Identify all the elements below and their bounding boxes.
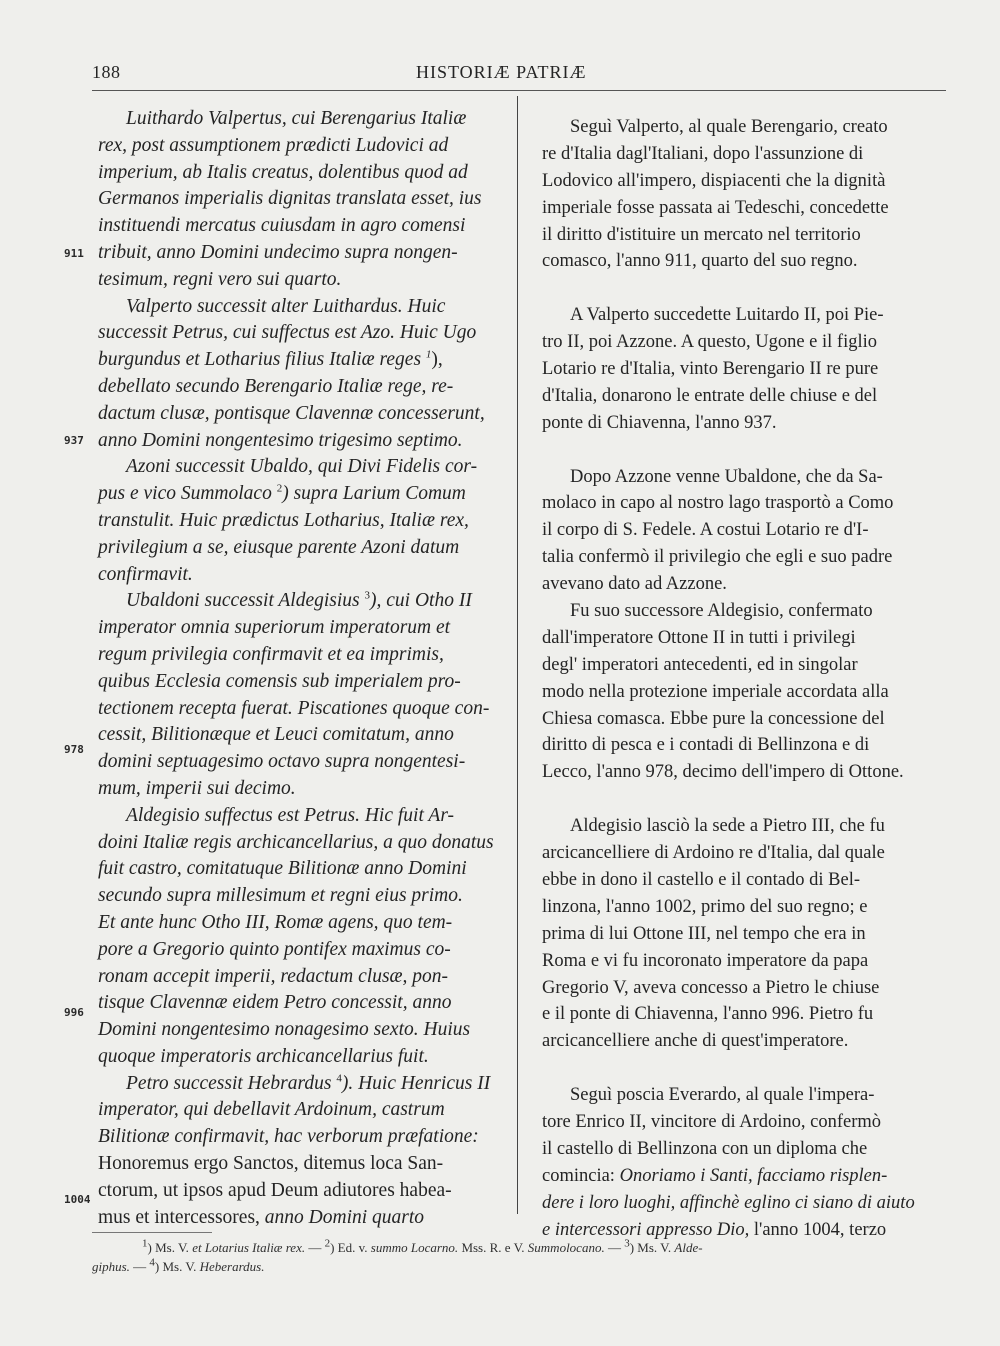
latin-line	[98, 1205, 498, 1232]
header-rule	[92, 90, 946, 91]
footnote-variant: summo Locarno.	[370, 1240, 459, 1255]
italian-line: Lodovico all'impero, dispiacenti che la dignità	[542, 170, 886, 191]
italian-line: arcicancelliere di Ardoino re d'Italia, dal quale	[542, 843, 885, 864]
latin-line: imperator, qui debellavit Ardoinum, castrum	[98, 1099, 445, 1121]
italian-line: Lotario re d'Italia, vinto Berengario II re pure	[542, 359, 879, 380]
latin-line-tail: ), cui Otho II	[370, 590, 472, 612]
italian-line: Gregorio V, aveva concesso a Pietro le chiuse	[542, 977, 880, 998]
paragraph-gap	[542, 786, 952, 813]
footnote-separator: —	[129, 1259, 150, 1274]
latin-line: transtulit. Huic prædictus Lotharius, Italiæ rex,	[98, 509, 469, 531]
latin-line: Aldegisio suffectus est Petrus. Hic fuit Ar-	[126, 804, 455, 826]
italian-line: dall'imperatore Ottone II in tutti i privilegi	[542, 627, 856, 648]
italian-line: imperiale fosse passata ai Tedeschi, concedette	[542, 197, 889, 218]
italian-line	[542, 1190, 952, 1217]
italian-line: degl' imperatori antecedenti, ed in singolar	[542, 654, 858, 675]
latin-line: Luithardo Valpertus, cui Berengarius Italiæ	[126, 108, 467, 129]
latin-line-text: pus e vico Summolaco	[98, 483, 277, 505]
italian-line: re d'Italia dagl'Italiani, dopo l'assunzione di	[542, 143, 864, 164]
latin-line: pore a Gregorio quinto pontifex maximus co-	[98, 938, 451, 960]
running-head	[0, 58, 1000, 88]
margin-year: 978	[64, 743, 84, 756]
latin-line	[98, 347, 498, 374]
footnote-variant: et Lotarius Italiæ rex.	[192, 1240, 306, 1255]
footnote-separator: —	[305, 1240, 325, 1255]
italian-line-tail: l'anno 1004, terzo	[749, 1219, 887, 1240]
italian-line: Roma e vi fu incoronato imperatore da papa	[542, 950, 869, 971]
italian-line: A Valperto succedette Luitardo II, poi Pie-	[570, 305, 884, 326]
italian-line: d'Italia, donarono le entrate delle chiuse e del	[542, 385, 878, 406]
italian-line: ebbe in dono il castello e il contado di Bel-	[542, 869, 861, 890]
footnote-mark: 2	[276, 482, 283, 495]
latin-line: dactum clusæ, pontisque Clavennæ concesserunt,	[98, 402, 485, 424]
latin-line: fuit castro, comitatuque Bilitionæ anno Domini	[98, 858, 467, 880]
latin-line: rex, post assumptionem prædicti Ludovici ad	[98, 134, 449, 156]
italian-line: arcicancelliere anche di quest'imperatore.	[542, 1031, 849, 1052]
italian-line: Dopo Azzone venne Ubaldone, che da Sa-	[570, 466, 883, 487]
italian-line: il corpo di S. Fedele. A costui Lotario re d'I-	[542, 520, 869, 541]
quoted-incipit: e intercessori appresso Dio,	[542, 1219, 750, 1240]
latin-line: Germanos imperialis dignitas translata esset, ius	[98, 188, 482, 210]
italian-line: ponte di Chiavenna, l'anno 937.	[542, 412, 777, 433]
footnote-mark: 3	[364, 589, 371, 602]
latin-line-text: mus et intercessores,	[98, 1206, 265, 1228]
latin-line-text: Petro successit Hebrardus	[126, 1072, 337, 1094]
latin-line: anno Domini nongentesimo trigesimo septimo.	[98, 429, 463, 451]
italian-line: molaco in capo al nostro lago trasportò a Como	[542, 493, 894, 514]
latin-line: secundo supra millesimum et regni eius primo.	[98, 885, 463, 907]
italian-line: il diritto d'istituire un mercato nel territorio	[542, 224, 861, 245]
latin-line	[98, 588, 498, 615]
latin-line: regum privilegia confirmavit et ea imprimis,	[98, 643, 444, 665]
latin-line: tribuit, anno Domini undecimo supra nongen-	[98, 241, 458, 263]
latin-line: domini septuagesimo octavo supra nongentesi-	[98, 751, 466, 773]
footnote-text: ) Ed. v.	[330, 1240, 371, 1255]
footnote-rule	[92, 1232, 212, 1233]
footnote-mark: 1	[142, 1237, 148, 1250]
italian-line: prima di lui Ottone III, nel tempo che era in	[542, 923, 866, 944]
italian-line: talia confermò il privilegio che egli e suo padre	[542, 547, 893, 568]
footnote-text: ) Ms. V.	[147, 1240, 193, 1255]
footnote-separator: —	[604, 1240, 625, 1255]
latin-line	[98, 1071, 498, 1098]
margin-year: 1004	[64, 1193, 91, 1206]
latin-line: Domini nongentesimo nonagesimo sexto. Huius	[98, 1019, 471, 1041]
latin-line: instituendi mercatus cuiusdam in agro comensi	[98, 215, 466, 237]
latin-line-text: burgundus et Lotharius filius Italiæ reges	[98, 349, 426, 371]
footnote-variant: Heberardus.	[199, 1259, 265, 1274]
italian-line: comasco, l'anno 911, quarto del suo regno.	[542, 251, 858, 272]
latin-line-tail: ),	[431, 349, 443, 371]
italian-line: e il ponte di Chiavenna, l'anno 996. Pietro fu	[542, 1004, 874, 1025]
latin-line: successit Petrus, cui suffectus est Azo. Huic Ugo	[98, 322, 477, 344]
footnote-mark: 2	[324, 1237, 331, 1250]
italian-line: diritto di pesca e i contadi di Bellinzona e di	[542, 735, 870, 756]
paragraph-gap	[542, 437, 952, 464]
latin-line: ctorum, ut ipsos apud Deum adiutores habea-	[98, 1179, 452, 1201]
latin-line-text: Ubaldoni successit Aldegisius	[126, 590, 365, 612]
margin-year: 937	[64, 434, 84, 447]
italian-line-text: comincia:	[542, 1165, 620, 1186]
paragraph-gap	[542, 275, 952, 302]
footnote-mark: 4	[336, 1072, 342, 1085]
latin-line-tail: anno Domini quarto	[264, 1206, 425, 1228]
paragraph-gap	[542, 1055, 952, 1082]
italian-line: Aldegisio lasciò la sede a Pietro III, che fu	[570, 816, 885, 837]
quoted-incipit: dere i loro luoghi, affinchè eglino ci siano di aiuto	[542, 1192, 915, 1213]
column-divider	[517, 96, 518, 1214]
latin-line: Bilitionæ confirmavit, hac verborum præfatione:	[98, 1126, 479, 1148]
latin-line: quoque imperatoris archicancellarius fuit.	[98, 1045, 429, 1067]
latin-line: privilegium a se, eiusque parente Azoni datum	[98, 536, 460, 558]
latin-line: mum, imperii sui decimo.	[98, 777, 296, 799]
latin-line: ronam accepit imperii, redactum clusæ, pon-	[98, 965, 449, 987]
italian-line: avevano dato ad Azzone.	[542, 574, 727, 595]
latin-line: Et ante hunc Otho III, Romæ agens, quo tem-	[98, 911, 453, 933]
footnote-text: ) Ms. V.	[629, 1240, 675, 1255]
margin-year: 996	[64, 1006, 84, 1019]
footnote-text: ) Ms. V.	[154, 1259, 200, 1274]
latin-line: confirmavit.	[98, 563, 193, 585]
italian-line: Lecco, l'anno 978, decimo dell'impero di Ottone.	[542, 762, 904, 783]
latin-line: imperator omnia superiorum imperatorum et	[98, 617, 451, 639]
footnote-mark: 3	[624, 1237, 630, 1250]
footnote-variant: Summolocano.	[527, 1240, 605, 1255]
latin-line: Azoni successit Ubaldo, qui Divi Fidelis cor-	[126, 456, 478, 478]
latin-line: debellato secundo Berengario Italiæ rege, re-	[98, 375, 454, 397]
latin-line: tesimum, regni vero sui quarto.	[98, 268, 342, 290]
footnote-variant: Alde-	[674, 1240, 703, 1255]
italian-line: tore Enrico II, vincitore di Ardoino, confermò	[542, 1111, 882, 1132]
latin-line: imperium, ab Italis creatus, dolentibus quod ad	[98, 161, 468, 183]
footnote-variant: giphus.	[92, 1259, 130, 1274]
latin-line: tectionem recepta fuerat. Piscationes quoque con-	[98, 697, 490, 719]
latin-line: tisque Clavennæ eidem Petro concessit, anno	[98, 992, 452, 1014]
footnotes	[92, 1238, 952, 1276]
italian-line: il castello di Bellinzona con un diploma che	[542, 1138, 868, 1159]
latin-line: cessit, Bilitionæque et Leuci comitatum, anno	[98, 724, 454, 746]
latin-line: Valperto successit alter Luithardus. Huic	[126, 295, 446, 317]
footnote-mark: 4	[149, 1256, 155, 1269]
italian-line: tro II, poi Azzone. A questo, Ugone e il figlio	[542, 332, 877, 353]
italian-line: linzona, l'anno 1002, primo del suo regno; e	[542, 896, 868, 917]
italian-line: Seguì poscia Everardo, al quale l'impera-	[570, 1085, 875, 1106]
italian-column	[542, 114, 952, 1243]
page-number: 188	[92, 62, 121, 82]
running-title: HISTORIÆ PATRIÆ	[416, 62, 587, 82]
latin-line: quibus Ecclesia comensis sub imperialem pro-	[98, 670, 461, 692]
italian-line: Fu suo successore Aldegisio, confermato	[570, 601, 873, 622]
footnote-mark: 1	[425, 348, 432, 361]
latin-line: doini Italiæ regis archicancellarius, a quo donatus	[98, 831, 494, 853]
italian-line: modo nella protezione imperiale accordata alla	[542, 681, 889, 702]
latin-line-tail: ). Huic Henricus II	[341, 1072, 491, 1094]
latin-line	[98, 481, 498, 508]
footnote-line	[92, 1238, 952, 1257]
italian-line: Chiesa comasca. Ebbe pure la concessione del	[542, 708, 885, 729]
latin-line-tail: ) supra Larium Comum	[282, 483, 466, 505]
margin-year: 911	[64, 247, 84, 260]
quoted-incipit: Onoriamo i Santi, facciamo risplen-	[619, 1165, 888, 1186]
italian-line: Seguì Valperto, al quale Berengario, creato	[570, 117, 888, 137]
footnote-line	[92, 1257, 952, 1276]
italian-line	[542, 1163, 952, 1190]
latin-line: Honoremus ergo Sanctos, ditemus loca San-	[98, 1153, 444, 1175]
footnote-text: Mss. R. e V.	[458, 1240, 528, 1255]
latin-column	[98, 106, 498, 1231]
